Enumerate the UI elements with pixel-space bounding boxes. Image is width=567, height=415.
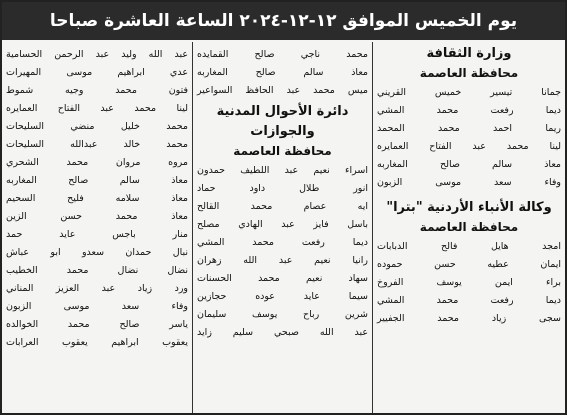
name-word: يعقوب <box>61 337 88 348</box>
name-row <box>193 288 372 306</box>
name-row <box>373 138 565 156</box>
name-word: الفتاح <box>429 141 452 152</box>
name-word: صبحي <box>273 327 299 338</box>
name-word: فايز <box>313 219 329 230</box>
list-civil <box>193 162 372 342</box>
name-word: رفعت <box>490 105 514 116</box>
name-word: ابو <box>50 247 61 258</box>
name-word: السواعير <box>197 85 233 96</box>
list-third <box>2 42 192 352</box>
name-word: القمايده <box>197 49 229 60</box>
name-row <box>2 226 192 244</box>
name-row <box>2 334 192 352</box>
name-word: المشي <box>377 295 405 306</box>
name-word: عبد <box>281 219 295 230</box>
column-right <box>372 42 565 413</box>
name-word: سالم <box>492 159 513 170</box>
name-word: عبد <box>472 141 486 152</box>
section-subheading-petra: محافظة العاصمة <box>419 220 519 234</box>
name-row <box>193 306 372 324</box>
name-word: موسى <box>66 67 93 78</box>
name-row <box>2 172 192 190</box>
name-row <box>373 274 565 292</box>
name-word: المغاربه <box>197 67 228 78</box>
name-word: ياسر <box>169 319 188 330</box>
name-word: ايمن <box>494 277 513 288</box>
name-word: القالح <box>197 201 220 212</box>
name-word: رفعت <box>301 237 325 248</box>
name-word: عبد <box>100 103 114 114</box>
name-word: المشي <box>197 237 225 248</box>
name-row <box>193 216 372 234</box>
name-word: محمد <box>346 49 368 60</box>
name-word: الدبابات <box>377 241 408 252</box>
name-word: موسى <box>435 177 462 188</box>
name-word: محمد <box>252 237 274 248</box>
name-word: الرحمن <box>54 49 84 60</box>
name-word: ابراهيم <box>111 337 139 348</box>
name-word: رباح <box>303 309 320 320</box>
name-word: نضال <box>117 265 139 276</box>
name-row <box>373 238 565 256</box>
name-word: نعيم <box>314 255 331 266</box>
name-row <box>373 120 565 138</box>
name-row <box>2 136 192 154</box>
name-word: رفعت <box>490 295 514 306</box>
name-word: عباش <box>6 247 30 258</box>
name-row <box>193 82 372 100</box>
name-word: عبدالله <box>70 139 98 150</box>
name-word: حموده <box>377 259 403 270</box>
name-word: امجد <box>542 241 561 252</box>
name-word: ابراهيم <box>117 67 145 78</box>
name-word: الزبون <box>377 177 403 188</box>
name-word: الخوالده <box>6 319 39 330</box>
name-word: وليد <box>121 49 137 60</box>
name-row <box>2 190 192 208</box>
name-word: مروان <box>115 157 141 168</box>
name-word: زياد <box>491 313 507 324</box>
name-row <box>2 280 192 298</box>
name-word: المشي <box>377 105 405 116</box>
name-row <box>2 100 192 118</box>
name-word: سعد <box>494 177 512 188</box>
name-word: نعيم <box>313 165 330 176</box>
name-row <box>2 316 192 334</box>
name-word: المهيرات <box>6 67 42 78</box>
name-word: معاذ <box>171 175 188 186</box>
name-row <box>193 252 372 270</box>
name-word: خميس <box>434 87 462 98</box>
name-word: الزبون <box>6 301 32 312</box>
column-middle <box>192 42 372 413</box>
name-word: معاذ <box>544 159 561 170</box>
name-word: سعدو <box>81 247 105 258</box>
name-word: عبد <box>101 283 116 294</box>
name-word: ديما <box>352 237 368 248</box>
name-row <box>193 180 372 198</box>
name-word: اللطيف <box>240 165 270 176</box>
name-word: ناجي <box>300 49 321 60</box>
name-word: حسن <box>60 211 82 222</box>
name-word: زياد <box>137 283 153 294</box>
name-word: محمد <box>166 139 188 150</box>
name-word: فالح <box>441 241 458 252</box>
name-word: المناني <box>6 283 34 294</box>
name-row <box>2 118 192 136</box>
name-row <box>193 162 372 180</box>
name-word: صالح <box>255 67 276 78</box>
name-row <box>193 198 372 216</box>
name-word: محمد <box>258 273 280 284</box>
name-word: الخطيب <box>6 265 38 276</box>
name-word: سليم <box>232 327 254 338</box>
name-word: حماد <box>197 183 216 194</box>
name-word: العمايره <box>6 103 38 114</box>
name-word: محمد <box>66 157 89 168</box>
name-word: نبال <box>172 247 188 258</box>
name-row <box>2 244 192 262</box>
name-row <box>193 46 372 64</box>
name-word: السليحات <box>6 121 44 132</box>
name-row <box>373 310 565 328</box>
name-word: صالح <box>119 319 140 330</box>
name-word: فتون <box>168 85 188 96</box>
name-word: ديما <box>545 105 561 116</box>
name-word: محمد <box>436 295 459 306</box>
name-word: محمد <box>115 85 137 96</box>
name-word: ايمان <box>540 259 561 270</box>
name-word: يوسف <box>252 309 278 320</box>
name-word: براء <box>546 277 561 288</box>
name-word: زايد <box>197 327 212 338</box>
name-word: وفاء <box>171 301 188 312</box>
column-left <box>2 42 192 413</box>
section-heading-culture: وزارة الثقافة <box>426 46 512 61</box>
name-word: حمد <box>6 229 23 240</box>
name-word: محمد <box>436 105 459 116</box>
name-word: مصلح <box>197 219 220 230</box>
name-word: ايه <box>357 201 368 212</box>
name-word: هايل <box>490 241 509 252</box>
name-word: الفتاح <box>57 103 81 114</box>
name-word: معاذ <box>171 193 188 204</box>
name-word: سليمان <box>197 309 227 320</box>
section-subheading-civil: محافظة العاصمة <box>233 144 332 158</box>
name-word: ديما <box>545 295 561 306</box>
name-row <box>373 292 565 310</box>
name-word: ميس <box>347 85 368 96</box>
name-word: يعقوب <box>162 337 188 348</box>
name-word: شرين <box>344 309 368 320</box>
name-row <box>193 324 372 342</box>
name-row <box>373 256 565 274</box>
name-word: ورد <box>174 283 188 294</box>
name-word: عبد <box>286 85 301 96</box>
name-row <box>2 46 192 64</box>
name-word: وجيه <box>64 85 84 96</box>
name-word: سيما <box>348 291 368 302</box>
name-word: منضي <box>70 121 95 132</box>
name-word: الجفيير <box>377 313 405 324</box>
name-word: لينا <box>549 141 561 152</box>
name-word: محمد <box>437 123 460 134</box>
name-word: عبد <box>95 49 110 60</box>
name-word: الحسنات <box>197 273 232 284</box>
name-word: نضال <box>167 265 188 276</box>
name-word: داود <box>249 183 266 194</box>
name-word: باسل <box>347 219 368 230</box>
name-row <box>2 262 192 280</box>
name-word: نعيم <box>305 273 323 284</box>
name-word: موسى <box>63 301 90 312</box>
name-row <box>2 208 192 226</box>
name-row <box>2 64 192 82</box>
name-word: العمايره <box>377 141 409 152</box>
list-civil-top <box>193 42 372 100</box>
name-word: عبد <box>174 49 188 60</box>
name-word: محمد <box>437 313 459 324</box>
name-word: سهاد <box>348 273 368 284</box>
name-word: المحمد <box>377 123 405 134</box>
name-word: محمد <box>506 141 529 152</box>
name-row <box>193 270 372 288</box>
name-word: معاذ <box>351 67 368 78</box>
name-word: زهران <box>197 255 222 266</box>
name-word: حجازين <box>197 291 227 302</box>
name-word: حمدان <box>125 247 152 258</box>
list-petra <box>373 238 565 328</box>
name-row <box>373 84 565 102</box>
name-word: السحيم <box>6 193 36 204</box>
name-word: شموط <box>6 85 34 96</box>
section-heading-civil: دائرة الأحوال المدنية والجوازات <box>216 104 349 139</box>
name-word: صالح <box>254 49 275 60</box>
name-row <box>2 82 192 100</box>
name-word: العرابات <box>6 337 39 348</box>
name-word: الشحري <box>6 157 39 168</box>
name-word: المغاربه <box>377 159 408 170</box>
name-word: الله <box>319 327 334 338</box>
name-word: جمانا <box>541 87 561 98</box>
name-word: خالد <box>123 139 141 150</box>
name-word: عبد <box>354 327 368 338</box>
name-word: القريني <box>377 87 407 98</box>
name-word: عدي <box>169 67 188 78</box>
name-word: الهادي <box>238 219 263 230</box>
name-word: عايد <box>303 291 320 302</box>
name-word: تيسير <box>490 87 513 98</box>
name-word: صالح <box>68 175 89 186</box>
name-row <box>373 174 565 192</box>
name-word: منار <box>172 229 188 240</box>
name-word: محمد <box>166 121 188 132</box>
section-subheading-culture: محافظة العاصمة <box>419 66 519 80</box>
name-row <box>2 298 192 316</box>
name-word: سلامه <box>115 193 140 204</box>
name-word: الحسامية <box>6 49 43 60</box>
name-word: خليل <box>120 121 140 132</box>
name-word: محمد <box>67 319 90 330</box>
name-word: معاذ <box>171 211 188 222</box>
name-word: عطيه <box>487 259 509 270</box>
name-word: انور <box>353 183 368 194</box>
name-word: باجس <box>112 229 136 240</box>
name-word: سجى <box>538 313 561 324</box>
name-word: فليح <box>67 193 84 204</box>
name-row <box>193 64 372 82</box>
name-word: سالم <box>119 175 140 186</box>
name-word: سعد <box>121 301 140 312</box>
name-word: حسن <box>434 259 456 270</box>
name-row <box>193 234 372 252</box>
name-word: حمدون <box>197 165 225 176</box>
name-word: الفروخ <box>377 277 404 288</box>
name-word: اسراء <box>345 165 368 176</box>
name-word: عايد <box>59 229 76 240</box>
name-word: عبد <box>278 255 293 266</box>
date-banner: يوم الخميس الموافق ١٢-١٢-٢٠٢٤ الساعة العاشرة صباحا <box>2 2 565 40</box>
name-word: محمد <box>250 201 273 212</box>
name-word: محمد <box>66 265 89 276</box>
name-word: مروه <box>168 157 188 168</box>
name-word: وفاء <box>544 177 561 188</box>
list-culture <box>373 84 565 192</box>
name-word: يوسف <box>436 277 462 288</box>
name-word: السليحات <box>6 139 45 150</box>
name-word: الزين <box>6 211 27 222</box>
name-word: الله <box>243 255 258 266</box>
name-row <box>373 156 565 174</box>
name-word: المغاربه <box>6 175 37 186</box>
name-word: سالم <box>303 67 324 78</box>
name-word: الله <box>148 49 163 60</box>
name-word: محمد <box>115 211 138 222</box>
name-word: صالح <box>439 159 460 170</box>
name-word: عوده <box>255 291 275 302</box>
name-word: الحافظ <box>245 85 274 96</box>
name-word: لينا <box>176 103 188 114</box>
name-word: طلال <box>299 183 320 194</box>
name-row <box>373 102 565 120</box>
name-word: محمد <box>134 103 157 114</box>
name-word: ريما <box>545 123 561 134</box>
section-heading-petra: وكالة الأنباء الأردنية "بترا" <box>386 200 552 215</box>
name-word: العزيز <box>55 283 80 294</box>
name-word: عصام <box>303 201 327 212</box>
name-word: رانيا <box>352 255 368 266</box>
name-word: محمد <box>313 85 335 96</box>
name-word: عبد <box>284 165 299 176</box>
name-word: احمد <box>493 123 513 134</box>
name-row <box>2 154 192 172</box>
